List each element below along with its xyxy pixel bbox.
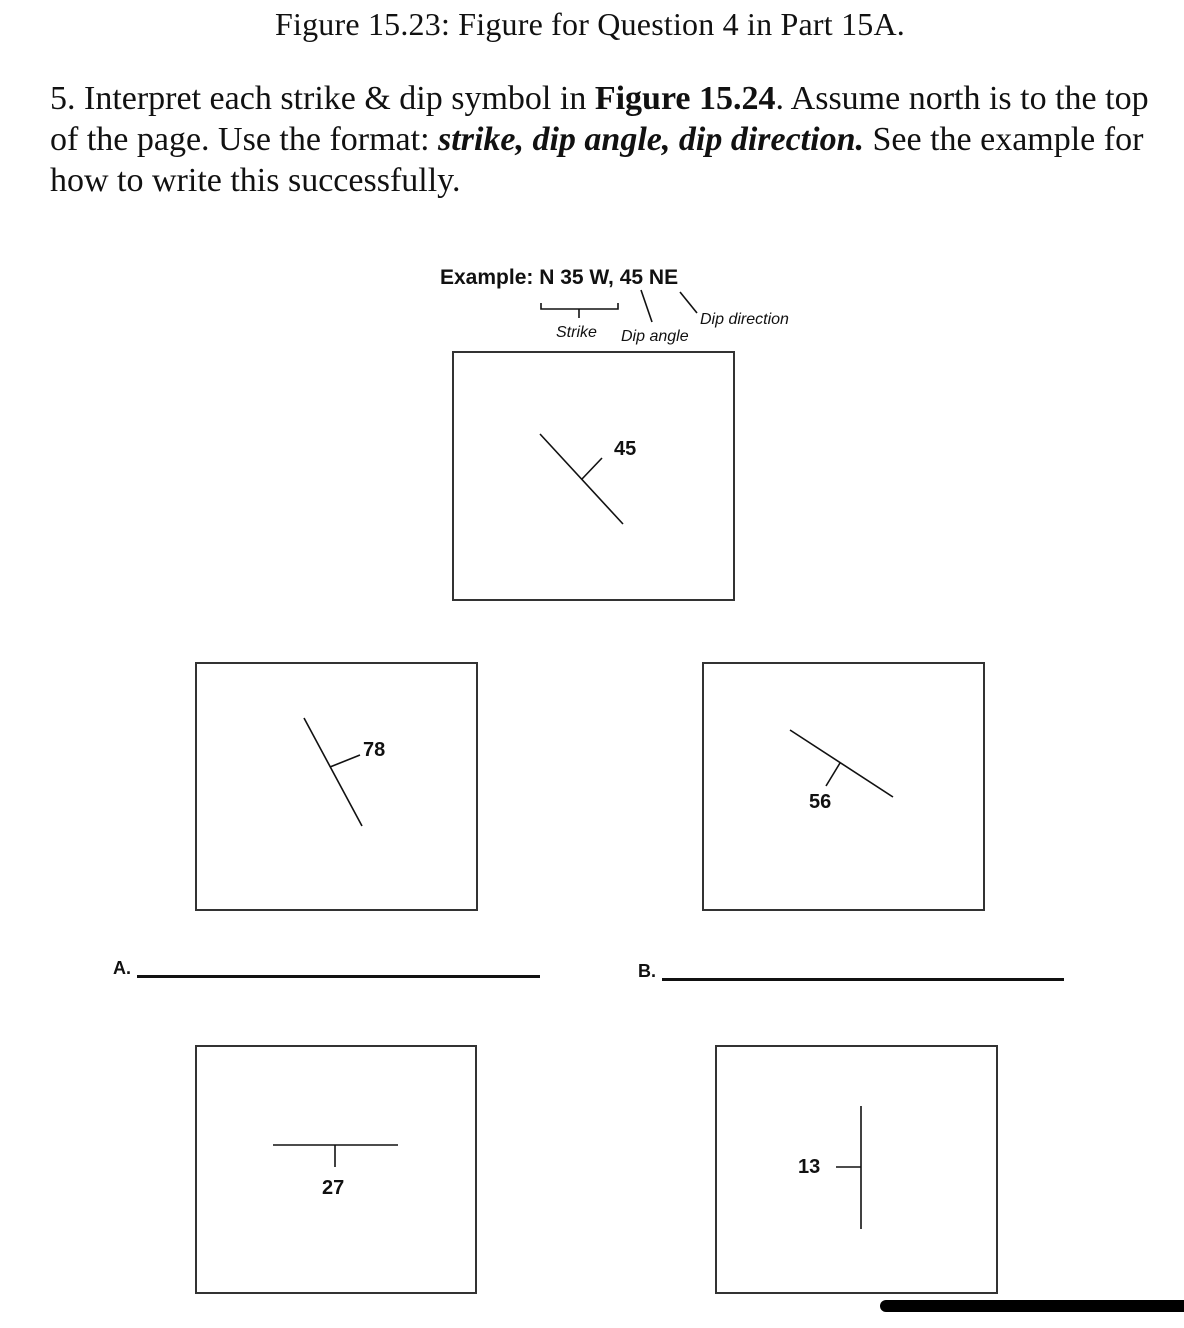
question-5: 5. Interpret each strike & dip symbol in Figure 15.24. Assume north is to the top of the page. Use the format: strike, dip angle, dip direction. See the example for how to write this successfully. [50, 80, 1149, 199]
dip-tick-b [826, 763, 840, 786]
example-strike-line [540, 434, 623, 524]
figure-caption: Figure 15.23: Figure for Question 4 in Part 15A. [275, 6, 905, 42]
strike-annotation: Strike [556, 324, 597, 341]
answer-line-a[interactable] [137, 975, 540, 978]
home-indicator[interactable] [880, 1300, 1184, 1312]
dip-value-b: 56 [809, 791, 832, 813]
dip-value-d: 13 [798, 1156, 821, 1178]
example-dip-value: 45 [614, 438, 637, 460]
dip-angle-annotation: Dip angle [621, 328, 689, 345]
dip-value-c: 27 [322, 1177, 345, 1199]
dip-value-a: 78 [363, 739, 386, 761]
dip-direction-annotation: Dip direction [700, 311, 789, 328]
answer-label-a: A. [113, 958, 131, 978]
example-dip-tick [582, 458, 602, 479]
example-title: Example: N 35 W, 45 NE [440, 266, 679, 289]
answer-label-b: B. [638, 961, 656, 981]
dip-angle-pointer [641, 290, 652, 322]
dip-direction-pointer [680, 292, 697, 313]
strike-line-a [304, 718, 362, 826]
strike-bracket [541, 303, 618, 309]
dip-tick-a [330, 755, 360, 767]
strike-line-b [790, 730, 893, 797]
answer-line-b[interactable] [662, 978, 1064, 981]
